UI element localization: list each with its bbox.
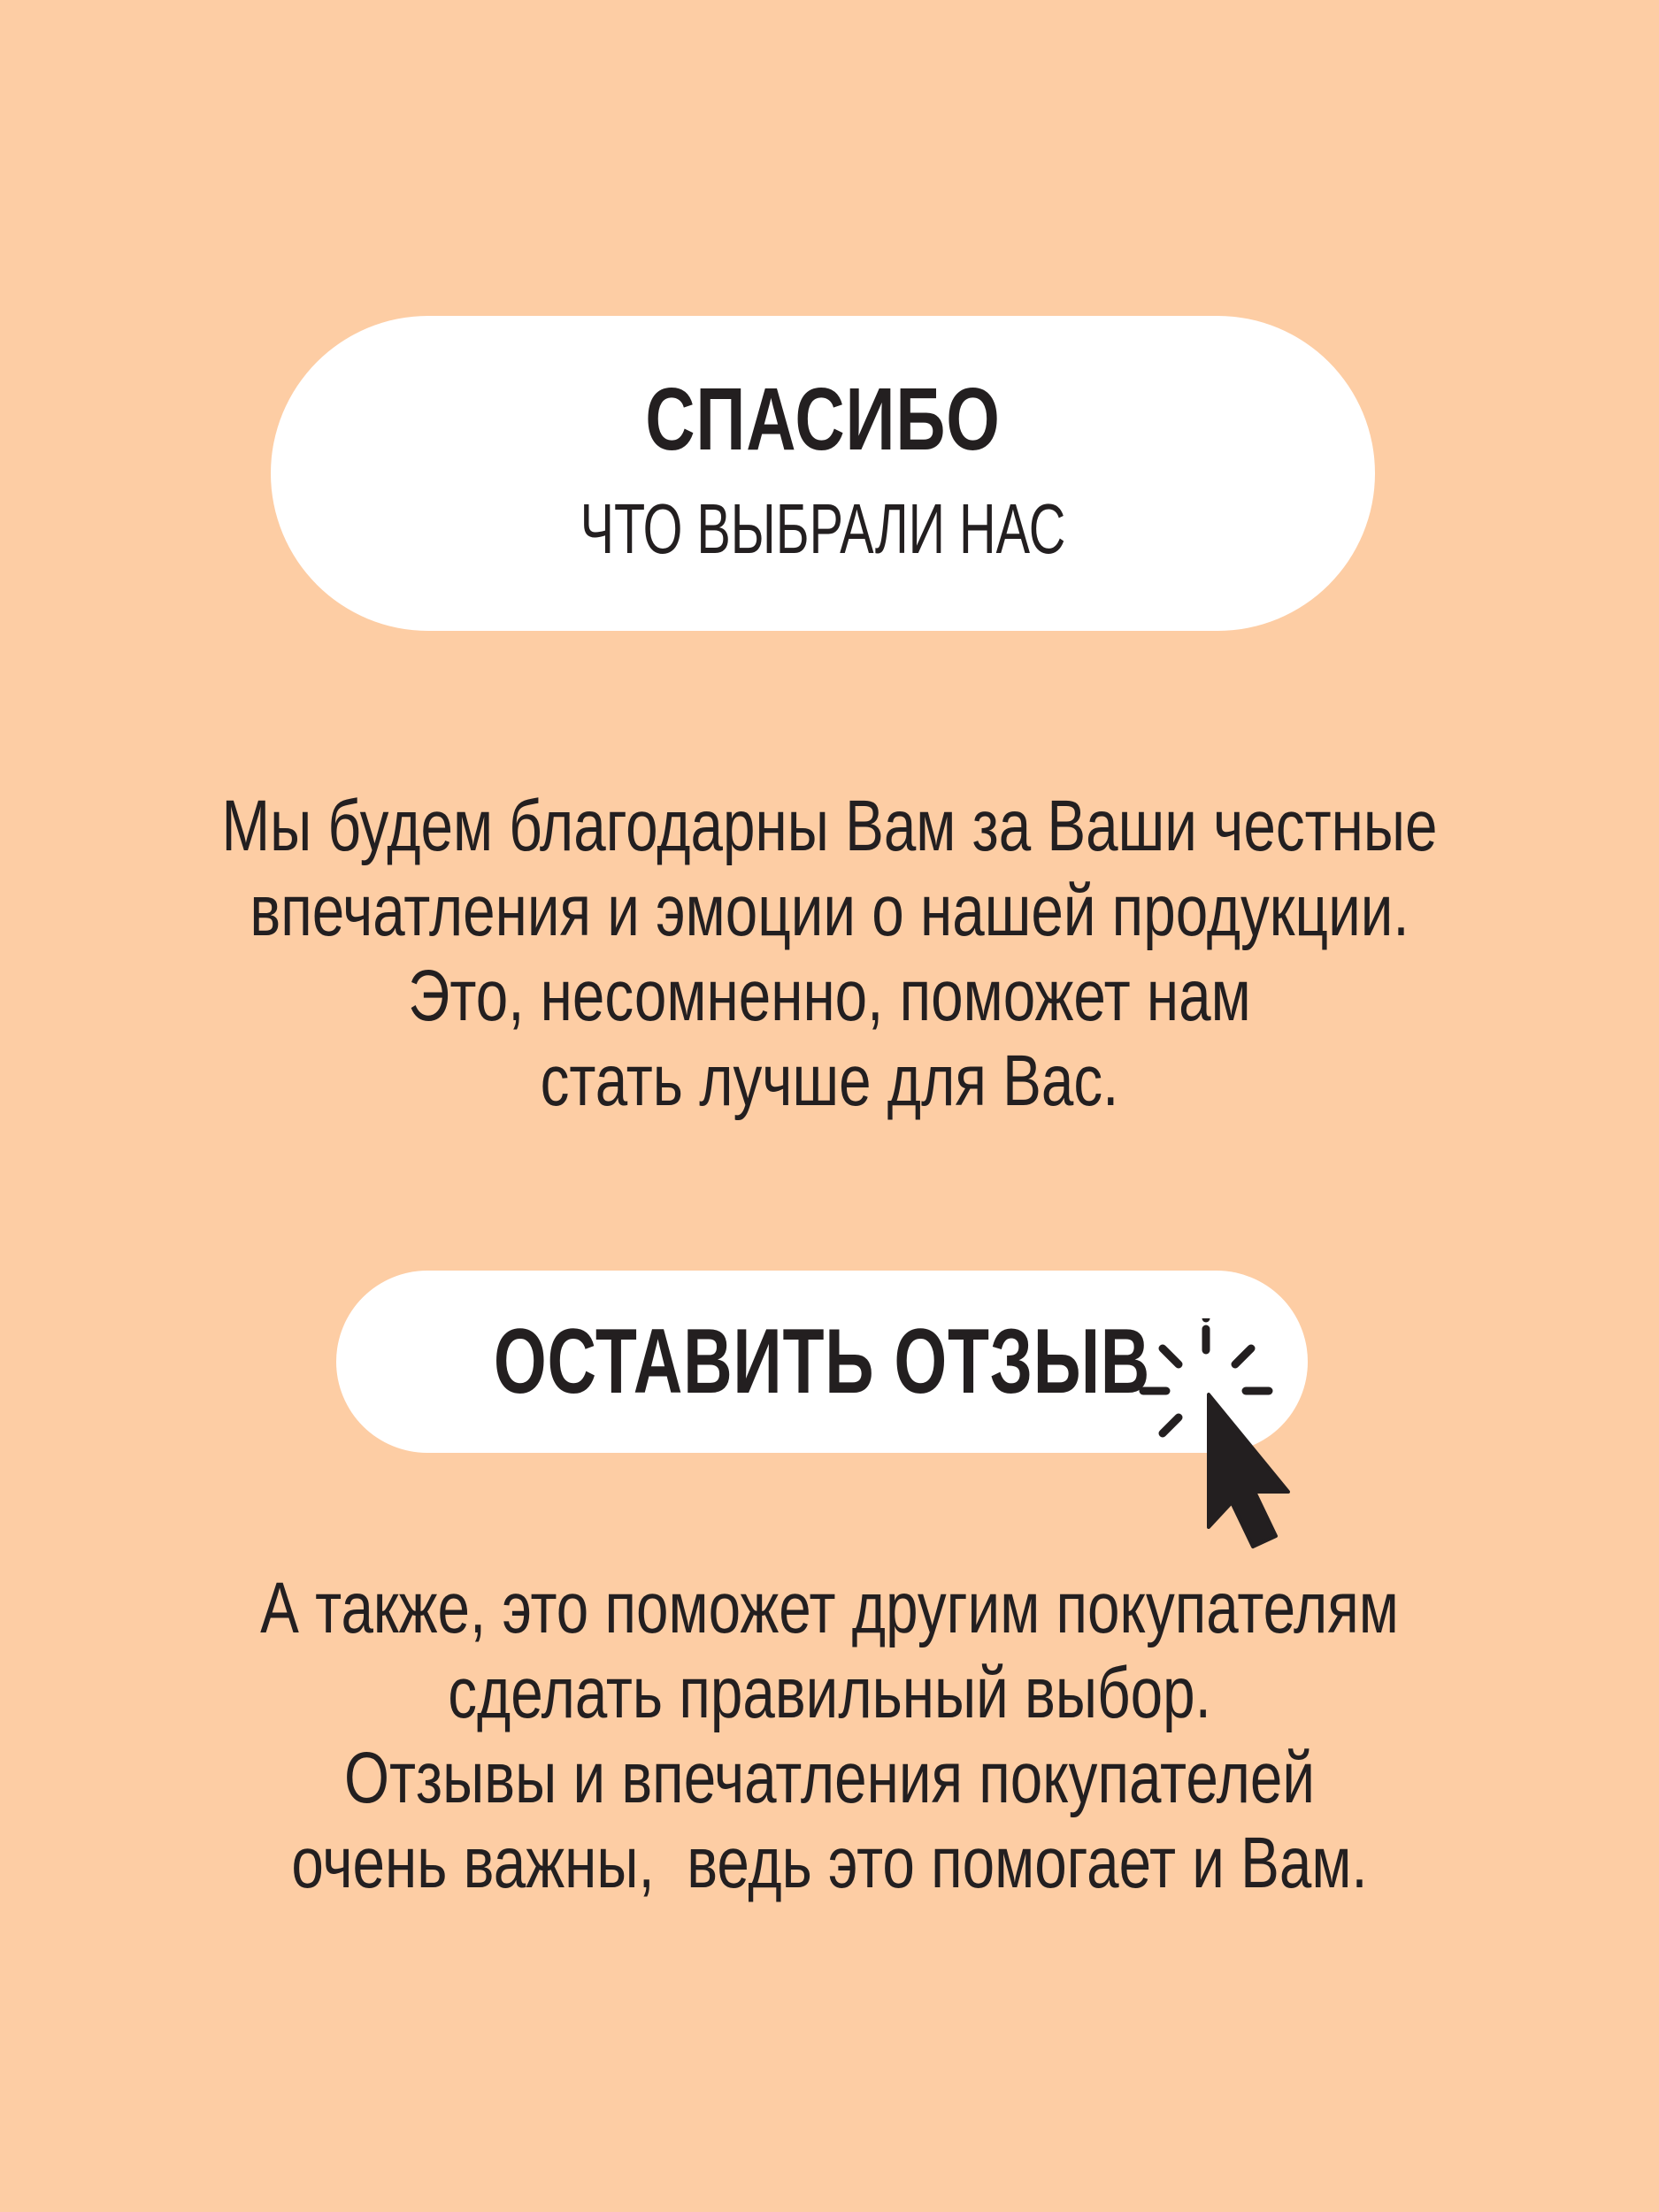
leave-review-label: ОСТАВИТЬ ОТЗЫВ	[493, 1310, 1151, 1413]
thanks-banner	[271, 316, 1375, 631]
thanks-title: СПАСИБО	[645, 370, 1001, 469]
outro-line: очень важны, ведь это помогает и Вам.	[291, 1823, 1368, 1903]
intro-line: стать лучше для Вас.	[540, 1041, 1119, 1121]
outro-line: сделать правильный выбор.	[448, 1653, 1211, 1733]
intro-line: Это, несомненно, поможет нам	[408, 956, 1251, 1036]
intro-text	[0, 784, 1659, 1124]
thanks-subtitle: ЧТО ВЫБРАЛИ НАС	[580, 489, 1066, 568]
outro-line: А также, это поможет другим покупателям	[260, 1568, 1399, 1648]
intro-line: Мы будем благодарны Вам за Ваши честные	[221, 786, 1438, 866]
outro-text	[0, 1566, 1659, 1906]
outro-line: Отзывы и впечатления покупателей	[343, 1738, 1316, 1818]
click-cursor-icon	[1133, 1318, 1327, 1566]
intro-line: впечатления и эмоции о нашей продукции.	[250, 871, 1409, 951]
